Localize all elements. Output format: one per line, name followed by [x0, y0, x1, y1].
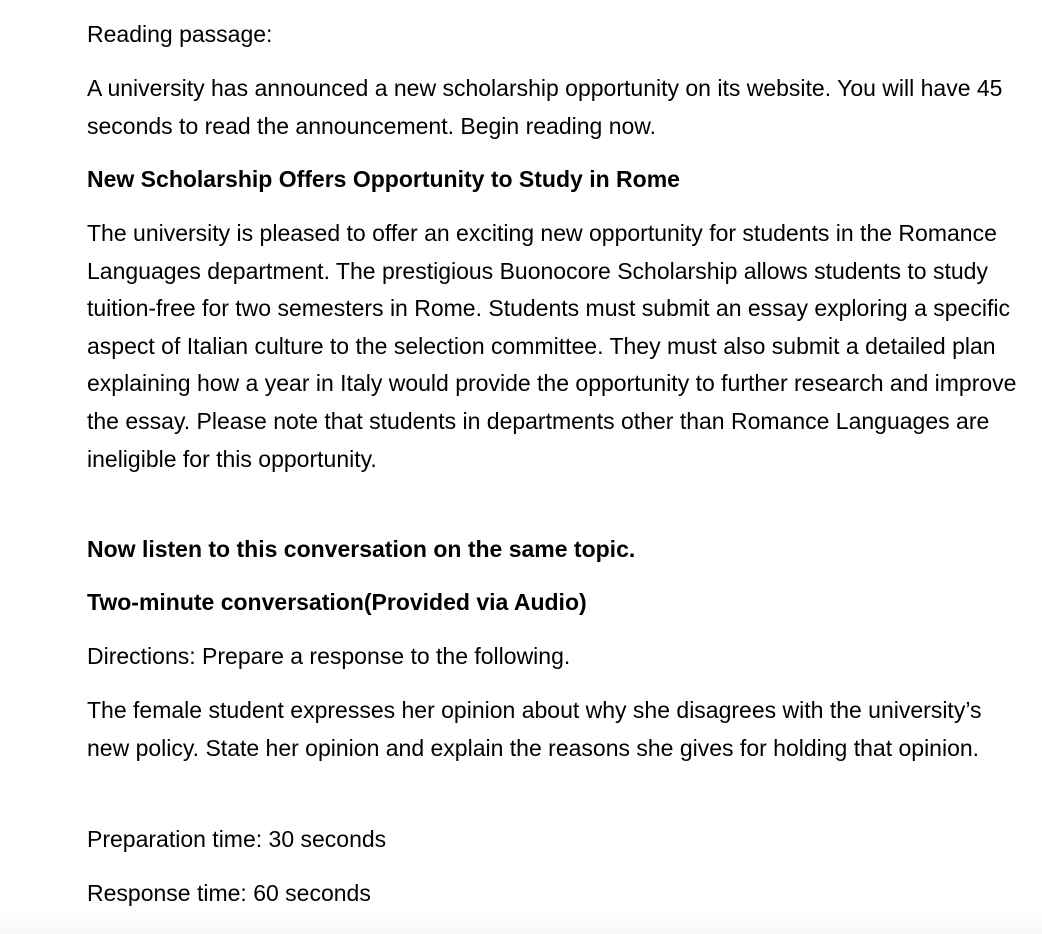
announcement-title: New Scholarship Offers Opportunity to Study in Rome [87, 166, 680, 192]
document-page [87, 0, 1027, 934]
task-prompt: The female student expresses her opinion about why she disagrees with the university’s new policy. State her opinion and explain the reasons she gives for holding that opinion. [87, 697, 982, 761]
conversation-label: Two-minute conversation(Provided via Audio) [87, 589, 587, 615]
response-time: Response time: 60 seconds [87, 880, 371, 906]
listen-instruction: Now listen to this conversation on the same topic. [87, 536, 636, 562]
intro-paragraph: A university has announced a new scholarship opportunity on its website. You will have 45 seconds to read the announcement. Begin reading now. [87, 75, 1003, 139]
announcement-body: The university is pleased to offer an exciting new opportunity for students in the Romance Languages department. The prestigious Buonocore Scholarship allows students to study tuition-free for two semesters in Rome. Students must submit an essay exploring a specific aspect of Italian culture to the selection committee. They must also submit a detailed plan explaining how a year in Italy would provide the opportunity to further research and improve the essay. Please note that students in departments other than Romance Languages are ineligible for this opportunity. [87, 220, 1017, 472]
reading-passage-label: Reading passage: [87, 21, 273, 47]
directions-text: Directions: Prepare a response to the following. [87, 643, 571, 669]
bottom-edge-shade [0, 910, 1042, 934]
preparation-time: Preparation time: 30 seconds [87, 826, 387, 852]
